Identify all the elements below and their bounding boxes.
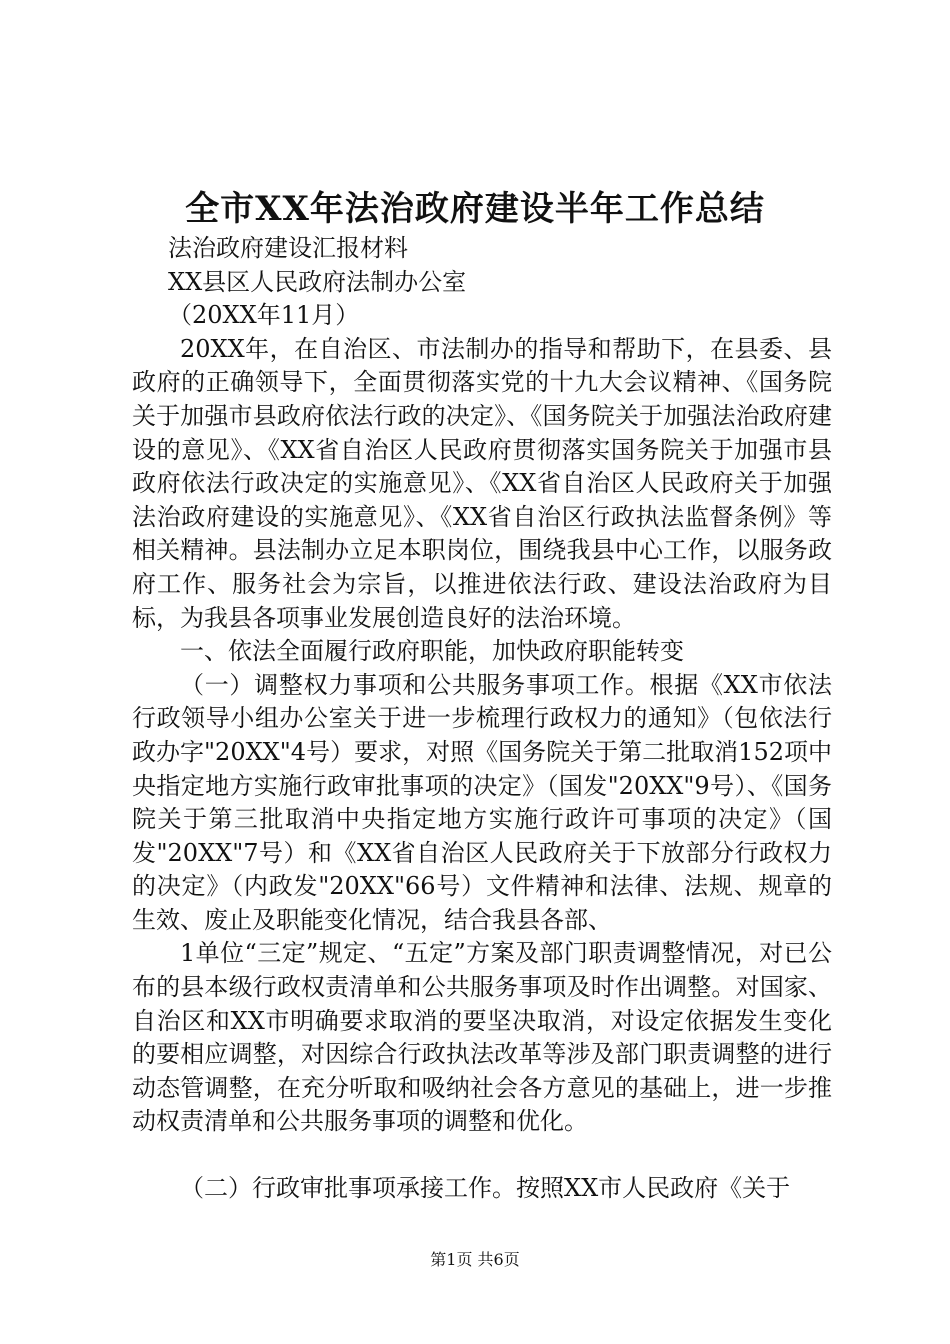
paragraph-intro: 20XX年，在自治区、市法制办的指导和帮助下，在县委、县政府的正确领导下，全面贯彻落实党的十九大会议精神、《国务院关于加强市县政府依法行政的决定》、《国务院关于加强法治政府建设的意见》、《XX省自治区人民政府贯彻落实国务院关于加强市县政府依法行政决定的实施意见》、《XX省自治区人民政府关于加强法治政府建设的实施意见》、《XX省自治区行政执法监督条例》等相关精神。县法制办立足本职岗位，围绕我县中心工作，以服务政府工作、服务社会为宗旨，以推进依法行政、建设法治政府为目标，为我县各项事业发展创造良好的法治环境。 <box>132 334 832 632</box>
document-body <box>132 232 832 1206</box>
office-line: XX县区人民政府法制办公室 <box>168 267 467 296</box>
subtitle-line: 法治政府建设汇报材料 <box>168 234 408 262</box>
page-footer: 第1页 共6页 <box>430 1250 520 1269</box>
date-line: （20XX年11月） <box>168 301 360 330</box>
document-title: 全市XX年法治政府建设半年工作总结 <box>185 189 765 229</box>
paragraph-item-1-continued: 1单位“三定”规定、“五定”方案及部门职责调整情况，对已公布的县本级行政权责清单和公共服务事项及时作出调整。对国家、自治区和XX市明确要求取消的要坚决取消，对设定依据发生变化的要相应调整，对因综合行政执法改革等涉及部门职责调整的进行动态管调整，在充分听取和吸纳社会各方意见的基础上，进一步推动权责清单和公共服务事项的调整和优化。 <box>132 939 832 1136</box>
paragraph-item-1: （一）调整权力事项和公共服务事项工作。根据《XX市依法行政领导小组办公室关于进一步梳理行政权力的通知》（包依法行政办字"20XX"4号）要求，对照《国务院关于第二批取消152项中央指定地方实施行政审批事项的决定》（国发"20XX"9号）、《国务院关于第三批取消中央指定地方实施行政许可事项的决定》（国发"20XX"7号）和《XX省自治区人民政府关于下放部分行政权力的决定》（内政发"20XX"66号）文件精神和法律、法规、规章的生效、废止及职能变化情况，结合我县各部、 <box>132 670 832 934</box>
section-heading: 一、依法全面履行政府职能，加快政府职能转变 <box>180 637 684 666</box>
paragraph-item-2: （二）行政审批事项承接工作。按照XX市人民政府《关于 <box>180 1174 791 1203</box>
